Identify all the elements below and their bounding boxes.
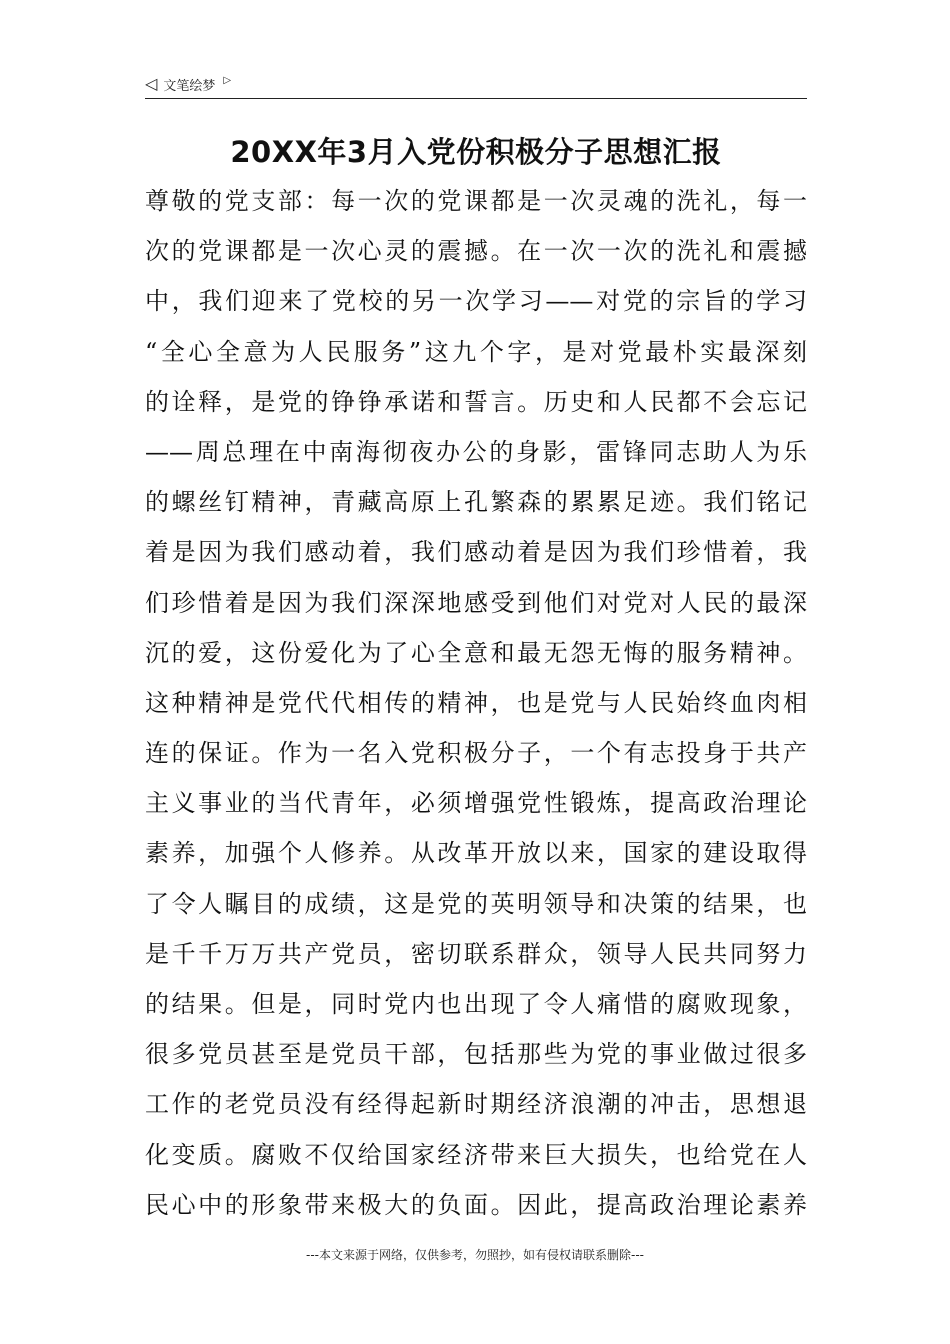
page-header	[145, 74, 807, 99]
brand-name: 文笔绘梦	[163, 78, 216, 94]
body-line: 的诠释，是党的铮铮承诺和誓言。历史和人民都不会忘记	[145, 387, 807, 416]
body-line: 素养，加强个人修养。从改革开放以来，国家的建设取得	[145, 839, 807, 868]
right-triangle-icon: ▷	[223, 75, 232, 86]
body-line: 民心中的形象带来极大的负面。因此，提高政治理论素养	[145, 1190, 807, 1219]
brand	[145, 74, 231, 94]
document-title: 20XX年3月入党份积极分子思想汇报	[230, 135, 722, 169]
document-body	[145, 176, 807, 1230]
body-line: 化变质。腐败不仅给国家经济带来巨大损失，也给党在人	[145, 1140, 807, 1169]
body-line: 们珍惜着是因为我们深深地感受到他们对党对人民的最深	[145, 588, 807, 617]
body-line: 主义事业的当代青年，必须增强党性锻炼，提高政治理论	[145, 789, 807, 818]
body-line: 中，我们迎来了党校的另一次学习——对党的宗旨的学习	[145, 287, 807, 316]
body-line: 的螺丝钉精神，青藏高原上孔繁森的累累足迹。我们铭记	[145, 488, 807, 517]
body-line: 着是因为我们感动着，我们感动着是因为我们珍惜着，我	[145, 538, 807, 567]
body-line: ——周总理在中南海彻夜办公的身影，雷锋同志助人为乐	[145, 437, 807, 466]
body-line: “全心全意为人民服务”这九个字，是对党最朴实最深刻	[145, 337, 807, 366]
body-line: 是千千万万共产党员，密切联系群众，领导人民共同努力	[145, 939, 807, 968]
body-line: 工作的老党员没有经得起新时期经济浪潮的冲击，思想退	[145, 1090, 807, 1119]
body-line: 沉的爱，这份爱化为了心全意和最无怨无悔的服务精神。	[145, 638, 807, 667]
left-triangle-icon: ◁	[145, 74, 158, 93]
body-line: 的结果。但是，同时党内也出现了令人痛惜的腐败现象，	[145, 990, 807, 1018]
body-line: 这种精神是党代代相传的精神，也是党与人民始终血肉相	[145, 688, 807, 717]
body-line: 次的党课都是一次心灵的震撼。在一次一次的洗礼和震撼	[145, 237, 807, 266]
body-line: 连的保证。作为一名入党积极分子，一个有志投身于共产	[145, 739, 807, 768]
footer-notice: ---本文来源于网络，仅供参考，勿照抄，如有侵权请联系删除---	[306, 1248, 644, 1262]
body-line: 尊敬的党支部：每一次的党课都是一次灵魂的洗礼，每一	[145, 187, 807, 215]
body-line: 了令人瞩目的成绩，这是党的英明领导和决策的结果，也	[145, 889, 807, 918]
body-line: 很多党员甚至是党员干部，包括那些为党的事业做过很多	[145, 1040, 807, 1069]
